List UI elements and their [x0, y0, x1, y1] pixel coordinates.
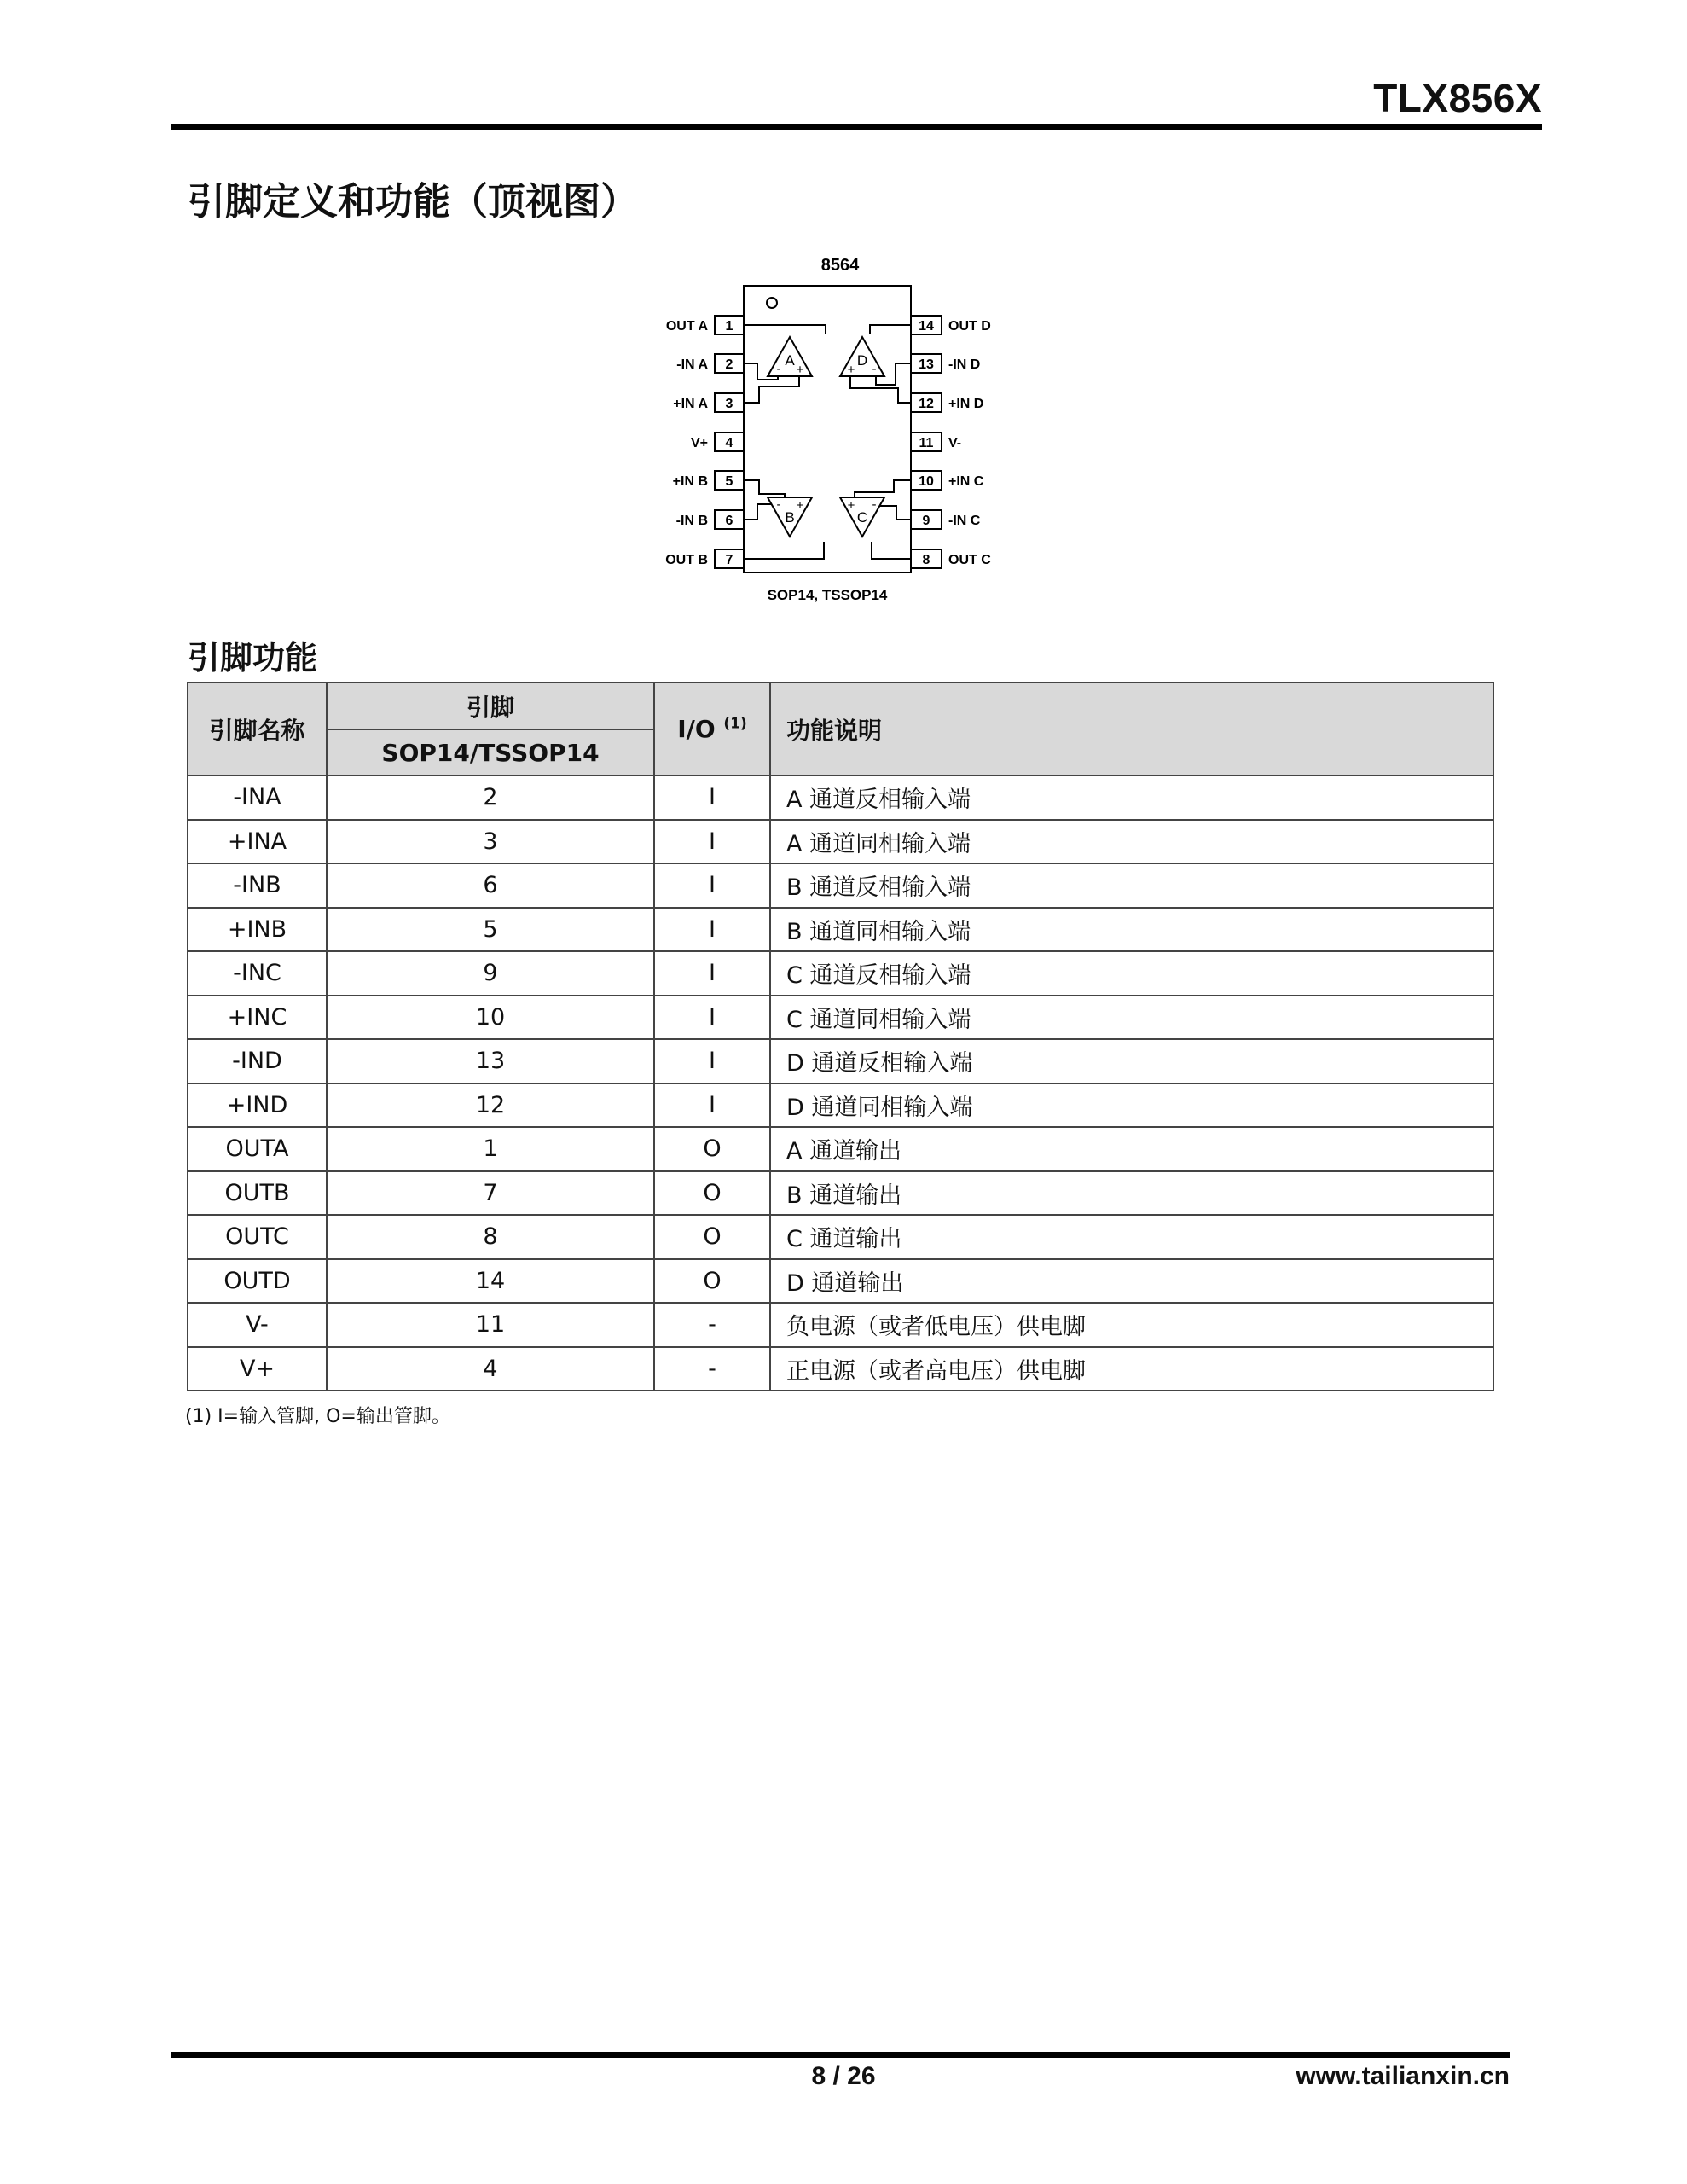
pin-number-cell: 7 — [327, 1171, 654, 1216]
col-header-io — [654, 682, 770, 775]
footnote: (1) I=输入管脚, O=输出管脚。 — [185, 1406, 450, 1427]
pin-number-cell: 3 — [327, 820, 654, 864]
pin-desc-cell: D 通道反相输入端 — [770, 1039, 1493, 1083]
pin-desc-cell: A 通道输出 — [770, 1127, 1493, 1171]
pin-number-cell: 10 — [327, 996, 654, 1040]
pin-desc-cell: C 通道输出 — [770, 1215, 1493, 1259]
table-row — [188, 1259, 1493, 1304]
col-header-pin: 引脚 — [327, 682, 654, 729]
io-footnote-ref: (1) — [723, 715, 747, 733]
amp-d-label: D — [856, 352, 868, 369]
table-row — [188, 1215, 1493, 1259]
pin-label: OUT C — [948, 553, 991, 567]
pin-number: 13 — [919, 357, 934, 372]
pin-number-cell: 1 — [327, 1127, 654, 1171]
pin-number: 2 — [725, 357, 733, 372]
pin-name-cell: OUTB — [188, 1171, 327, 1216]
pin-number: 8 — [922, 553, 930, 567]
pin-number-cell: 6 — [327, 863, 654, 908]
pin-number: 1 — [725, 319, 733, 334]
pin-number-cell: 11 — [327, 1303, 654, 1347]
chip-body — [744, 286, 911, 572]
pin-desc-cell: A 通道同相输入端 — [770, 820, 1493, 864]
left-pin-group — [665, 316, 744, 568]
pin-io-cell: I — [654, 996, 770, 1040]
table-row — [188, 820, 1493, 864]
col-header-io-label: I/O — [677, 715, 716, 743]
pin-number: 7 — [725, 553, 733, 567]
footer-rule — [171, 2052, 1510, 2058]
amp-a-plus: + — [796, 363, 804, 377]
pin-number-cell: 13 — [327, 1039, 654, 1083]
pin-number: 9 — [922, 514, 930, 528]
pin-io-cell: O — [654, 1259, 770, 1304]
amp-a-minus: - — [776, 362, 781, 376]
pin-label: -IN A — [676, 357, 708, 372]
pin-number: 14 — [919, 319, 934, 334]
pin-io-cell: O — [654, 1215, 770, 1259]
pin-label: +IN C — [948, 474, 984, 489]
pin-name-cell: +INA — [188, 820, 327, 864]
table-row — [188, 908, 1493, 952]
amp-a-label: A — [785, 352, 795, 369]
table-row — [188, 1303, 1493, 1347]
pinout-diagram — [631, 252, 1075, 627]
pin-io-cell: I — [654, 863, 770, 908]
pin-io-cell: I — [654, 908, 770, 952]
pin-label: -IN B — [675, 514, 708, 528]
pin-functions-table — [187, 682, 1494, 1391]
amp-c-label: C — [856, 509, 868, 526]
pin-name-cell: -IND — [188, 1039, 327, 1083]
pin-number-cell: 5 — [327, 908, 654, 952]
pin-desc-cell: 正电源（或者高电压）供电脚 — [770, 1347, 1493, 1391]
pin-functions-title: 引脚功能 — [188, 639, 318, 677]
pin-number: 6 — [725, 514, 733, 528]
pin-name-cell: +INC — [188, 996, 327, 1040]
table-row — [188, 996, 1493, 1040]
pin-number-cell: 2 — [327, 775, 654, 820]
pin-label: OUT D — [948, 319, 991, 334]
amp-b-minus: - — [776, 497, 781, 512]
pin-desc-cell: C 通道同相输入端 — [770, 996, 1493, 1040]
pin-number-cell: 4 — [327, 1347, 654, 1391]
document-title: TLX856X — [1373, 76, 1542, 120]
pin-name-cell: -INB — [188, 863, 327, 908]
pin-name-cell: OUTA — [188, 1127, 327, 1171]
pin-number-cell: 14 — [327, 1259, 654, 1304]
pin-label: V- — [948, 436, 962, 450]
pin-name-cell: V- — [188, 1303, 327, 1347]
pin-name-cell: OUTC — [188, 1215, 327, 1259]
section-title: 引脚定义和功能（顶视图） — [188, 180, 638, 224]
amp-c-minus: - — [872, 497, 877, 512]
amp-c-plus: + — [847, 498, 855, 513]
amp-d-minus: - — [872, 362, 877, 376]
pin-desc-cell: A 通道反相输入端 — [770, 775, 1493, 820]
table-row — [188, 1083, 1493, 1128]
pin-number: 12 — [919, 397, 934, 411]
table-row — [188, 1171, 1493, 1216]
table-body — [188, 775, 1493, 1391]
right-pin-group — [911, 316, 991, 568]
part-label: 8564 — [820, 256, 860, 275]
pin-desc-cell: 负电源（或者低电压）供电脚 — [770, 1303, 1493, 1347]
pin-desc-cell: B 通道输出 — [770, 1171, 1493, 1216]
pin-io-cell: O — [654, 1171, 770, 1216]
package-label: SOP14, TSSOP14 — [767, 587, 888, 603]
pin-io-cell: O — [654, 1127, 770, 1171]
pin-number: 3 — [725, 397, 733, 411]
pin-number: 10 — [919, 474, 934, 489]
pin-label: -IN D — [948, 357, 981, 372]
amp-b-label: B — [785, 509, 795, 526]
col-header-package: SOP14/TSSOP14 — [327, 729, 654, 775]
pin-io-cell: I — [654, 951, 770, 996]
pin-desc-cell: B 通道同相输入端 — [770, 908, 1493, 952]
website-url: www.tailianxin.cn — [1296, 2062, 1510, 2090]
pin-io-cell: I — [654, 1083, 770, 1128]
page-number: 8 / 26 — [811, 2062, 876, 2090]
pin-number: 5 — [725, 474, 733, 489]
table-row — [188, 1039, 1493, 1083]
pin-name-cell: -INA — [188, 775, 327, 820]
table-row — [188, 951, 1493, 996]
col-header-name: 引脚名称 — [188, 682, 327, 775]
pin-name-cell: +INB — [188, 908, 327, 952]
amp-b-plus: + — [796, 498, 804, 513]
pin-number-cell: 12 — [327, 1083, 654, 1128]
pin-label: V+ — [690, 436, 708, 450]
table-row — [188, 1127, 1493, 1171]
pin-label: -IN C — [948, 514, 981, 528]
col-header-desc: 功能说明 — [770, 682, 1493, 775]
pin-desc-cell: C 通道反相输入端 — [770, 951, 1493, 996]
pin-name-cell: +IND — [188, 1083, 327, 1128]
table-row — [188, 863, 1493, 908]
pin-label: OUT A — [665, 319, 708, 334]
pin-label: +IN D — [948, 397, 984, 411]
pin-desc-cell: D 通道同相输入端 — [770, 1083, 1493, 1128]
table-header-row — [188, 682, 1493, 729]
pin-io-cell: I — [654, 820, 770, 864]
table-row — [188, 775, 1493, 820]
pin-io-cell: I — [654, 775, 770, 820]
pin-name-cell: OUTD — [188, 1259, 327, 1304]
pin-io-cell: - — [654, 1347, 770, 1391]
pin-desc-cell: B 通道反相输入端 — [770, 863, 1493, 908]
pin-io-cell: - — [654, 1303, 770, 1347]
pin-name-cell: V+ — [188, 1347, 327, 1391]
pin-io-cell: I — [654, 1039, 770, 1083]
table-row — [188, 1347, 1493, 1391]
pin-label: +IN A — [673, 397, 708, 411]
pin-number: 4 — [725, 436, 733, 450]
pin-number-cell: 9 — [327, 951, 654, 996]
pin-label: OUT B — [665, 553, 708, 567]
pin-number-cell: 8 — [327, 1215, 654, 1259]
pin-number: 11 — [919, 436, 934, 450]
pin-desc-cell: D 通道输出 — [770, 1259, 1493, 1304]
pin-label: +IN B — [672, 474, 708, 489]
pin-name-cell: -INC — [188, 951, 327, 996]
header-rule — [171, 124, 1542, 130]
amp-d-plus: + — [847, 363, 855, 377]
